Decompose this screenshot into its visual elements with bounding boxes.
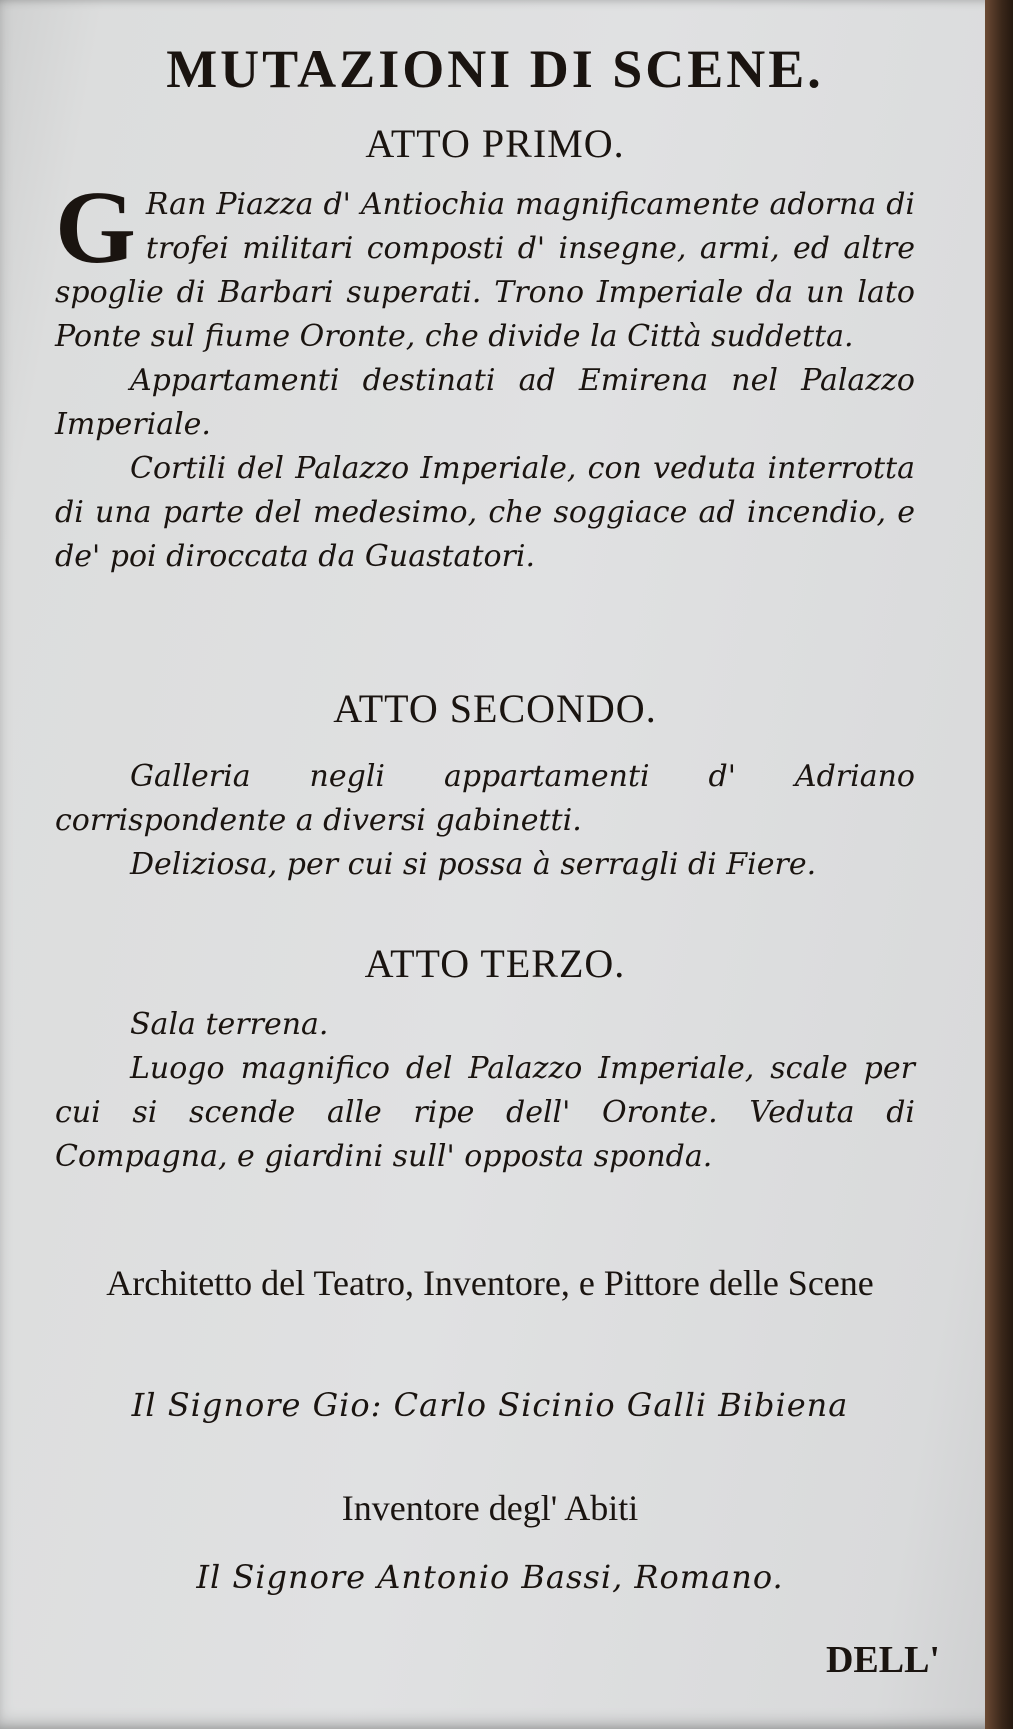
- credit-2-role: Inventore degl' Abiti: [341, 1488, 639, 1528]
- act-2-scene-list: [55, 755, 915, 887]
- credit-1-name: Il Signore Gio: Carlo Sicinio Galli Bibiena: [131, 1386, 849, 1424]
- act-3-scene-list: [55, 1003, 915, 1179]
- act-3-scene-1: Sala terrena.: [130, 1007, 329, 1042]
- act-2-scene-1: Galleria negli appartamenti d' Adriano corrispondente a diversi gabinetti.: [55, 759, 915, 838]
- act-3-heading: ATTO TERZO.: [364, 941, 626, 986]
- act-2-scene-2: Deliziosa, per cui si possa à serragli di Fiere.: [130, 847, 817, 882]
- act-1-scene-2: Appartamenti destinati ad Emirena nel Palazzo Imperiale.: [55, 363, 915, 442]
- act-1-scene-3: Cortili del Palazzo Imperiale, con veduta interrotta di una parte del medesimo, che soggiace ad incendio, e de' poi diroccata da Guastatori.: [55, 451, 915, 574]
- act-1-scene-1-text: Ran Piazza d' Antiochia magnificamente adorna di trofei militari composti d' insegne, armi, ed altre spoglie di Barbari superati. Trono Imperiale da un lato Ponte sul fiume Oronte, che divide la Città suddetta.: [55, 187, 915, 354]
- act-3-scene-2: Luogo magnifico del Palazzo Imperiale, scale per cui si scende alle ripe dell' Oronte. Veduta di Compagna, e giardini sull' opposta sponda.: [55, 1051, 915, 1174]
- act-1-scene-1: [55, 170, 915, 359]
- credit-1-role: Architetto del Teatro, Inventore, e Pittore delle Scene: [106, 1263, 874, 1303]
- catchword: DELL': [825, 1639, 940, 1681]
- drop-cap: G: [55, 170, 136, 285]
- book-binding-edge: [985, 0, 1013, 1729]
- act-1-heading: ATTO PRIMO.: [365, 121, 625, 166]
- credit-2-name: Il Signore Antonio Bassi, Romano.: [196, 1558, 784, 1596]
- act-2-heading: ATTO SECONDO.: [333, 686, 657, 731]
- page-title: MUTAZIONI DI SCENE.: [166, 39, 824, 99]
- act-1-scene-list: [55, 170, 915, 579]
